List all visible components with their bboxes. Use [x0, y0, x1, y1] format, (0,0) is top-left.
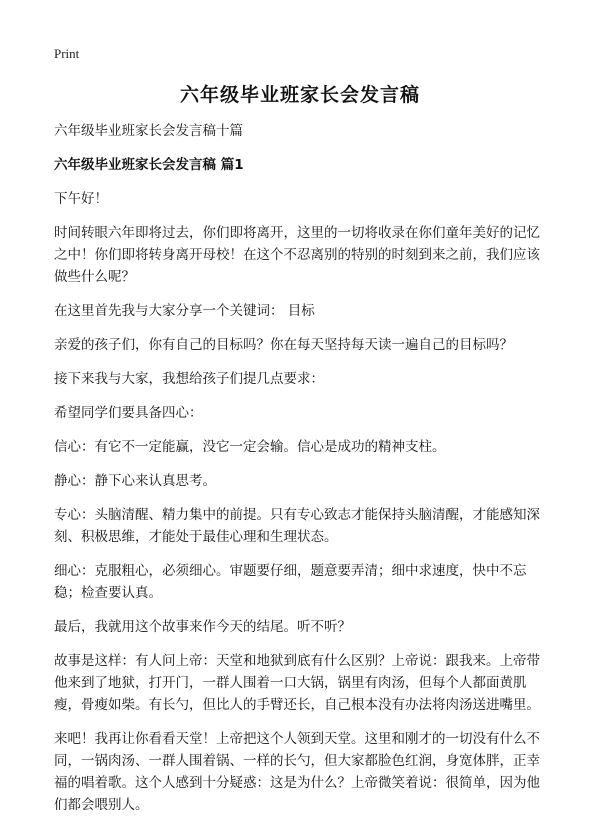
- section-heading: 六年级毕业班家长会发言稿 篇1: [54, 157, 244, 173]
- paragraph-carefulness: 细心：克服粗心，必须细心。审题要仔细，题意要弄清；细中求速度，快中不忘稳；检查要认真。: [54, 563, 527, 601]
- paragraph-heaven: 来吧！我再让你看看天堂！上帝把这个人领到天堂。这里和刚才的一切没有什么不同，一锅肉汤、一群人围着锅、一样的长勺，但大家都脸色红润，身宽体胖，正幸福的唱着歌。这个人感到十分疑惑：这是为什么？上帝微笑着说：很简单，因为他们都会喂别人。: [54, 731, 540, 813]
- paragraph-intro: 时间转眼六年即将过去，你们即将离开，这里的一切将收录在你们童年美好的记忆之中！你们即将转身离开母校！在这个不忍离别的特别的时刻到来之前，我们应该做些什么呢？: [54, 225, 540, 285]
- paragraph-story: 故事是这样：有人问上帝：天堂和地狱到底有什么区别？上帝说：跟我来。上帝带他来到了地狱，打开门，一群人围着一口大锅，锅里有肉汤，但每个人都面黄肌瘦，骨瘦如柴。有长勺，但比人的手臂还长，自己根本没有办法将肉汤送进嘴里。: [54, 653, 540, 713]
- document-title: 六年级毕业班家长会发言稿: [179, 84, 420, 106]
- paragraph-confidence: 信心：有它不一定能赢，没它一定会输。信心是成功的精神支柱。: [54, 439, 446, 455]
- paragraph-calm: 静心：静下心来认真思考。: [54, 473, 216, 489]
- paragraph-question: 亲爱的孩子们，你有自己的目标吗？你在每天坚持每天读一遍自己的目标吗？: [54, 337, 513, 353]
- paragraph-keyword: 在这里首先我与大家分享一个关键词： 目标: [54, 303, 315, 319]
- print-link[interactable]: Print: [54, 46, 80, 61]
- document-body: [54, 120, 552, 828]
- paragraph-greeting: 下午好！: [54, 191, 108, 207]
- paragraph-four-hearts: 希望同学们要具备四心：: [54, 405, 203, 421]
- paragraph-requirements: 接下来我与大家，我想给孩子们提几点要求：: [54, 371, 324, 387]
- paragraph-ending: 最后，我就用这个故事来作今天的结尾。听不听？: [54, 619, 351, 635]
- document-subtitle: 六年级毕业班家长会发言稿十篇: [54, 123, 243, 139]
- paragraph-focus: 专心：头脑清醒、精力集中的前提。只有专心致志才能保持头脑清醒，才能感知深刻、积极思维，才能处于最佳心理和生理状态。: [54, 507, 540, 545]
